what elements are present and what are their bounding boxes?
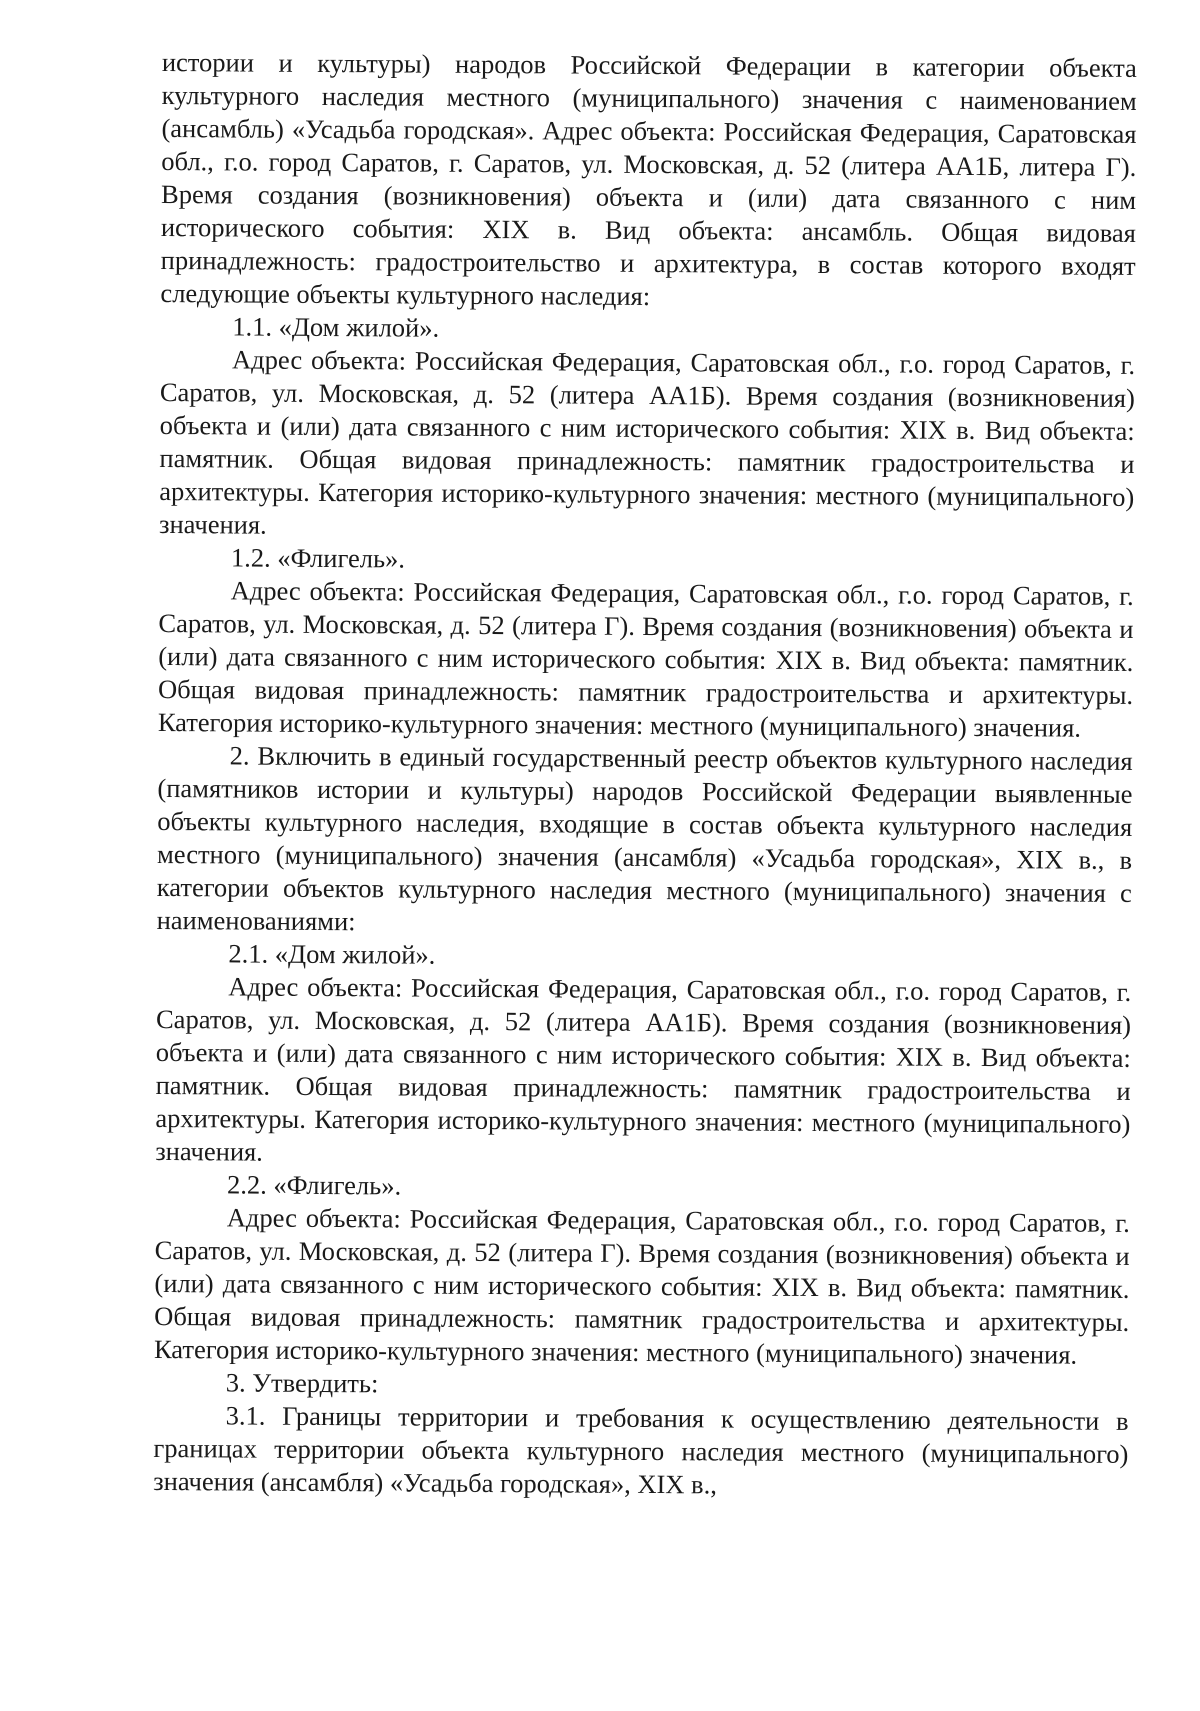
paragraph-clause-3-1: 3.1. Границы территории и требования к осуществлению деятельности в границах территории объекта культурного наследия местного (муниципального) значения (ансамбля) «Усадьба городская», XIX в., (153, 1400, 1129, 1500)
item-heading-2-2: 2.2. «Флигель». (226, 1169, 402, 1201)
item-heading-3: 3. Утвердить: (225, 1367, 379, 1399)
paragraph-address-1-1: Адрес объекта: Российская Федерация, Саратовская обл., г.о. город Саратов, г. Саратов, ул. Московская, д. 52 (литера АА1Б). Время создания (возникновения) объекта и (или) дата связанного с ним исторического события: XIX в. Вид объекта: памятник. Общая видовая принадлежность: памятник градостроительства и архитектуры. Категория историко-культурного значения: местного (муниципального) значения. (158, 344, 1136, 540)
paragraph-clause-2: 2. Включить в единый государственный реестр объектов культурного наследия (памятников истории и культуры) народов Российской Федерации выявленные объекты культурного наследия, входящие в состав объекта культурного наследия местного (муниципального) значения (ансамбля) «Усадьба городская», XIX в., в категории объектов культурного наследия местного (муниципального) значения с наименованиями: (156, 740, 1133, 937)
item-heading-1-1: 1.1. «Дом жилой». (232, 311, 440, 343)
paragraph-address-2-2: Адрес объекта: Российская Федерация, Саратовская обл., г.о. город Саратов, г. Саратов, ул. Московская, д. 52 (литера Г). Время создания (возникновения) объекта и (или) дата связанного с ним исторического события: XIX в. Вид объекта: памятник. Общая видовая принадлежность: памятник градостроительства и архитектуры. Категория историко-культурного значения: местного (муниципального) значения. (153, 1202, 1130, 1370)
paragraph-address-1-2: Адрес объекта: Российская Федерация, Саратовская обл., г.о. город Саратов, г. Саратов, ул. Московская, д. 52 (литера Г). Время создания (возникновения) объекта и (или) дата связанного с ним исторического события: XIX в. Вид объекта: памятник. Общая видовая принадлежность: памятник градостроительства и архитектуры. Категория историко-культурного значения: местного (муниципального) значения. (157, 575, 1134, 743)
item-heading-1-2: 1.2. «Флигель». (230, 542, 406, 574)
document-page (153, 46, 1137, 1504)
item-heading-2-1: 2.1. «Дом жилой». (228, 938, 436, 970)
paragraph-address-2-1: Адрес объекта: Российская Федерация, Саратовская обл., г.о. город Саратов, г. Саратов, ул. Московская, д. 52 (литера АА1Б). Время создания (возникновения) объекта и (или) дата связанного с ним исторического события: XIX в. Вид объекта: памятник. Общая видовая принадлежность: памятник градостроительства и архитектуры. Категория историко-культурного значения: местного (муниципального) значения. (155, 971, 1132, 1167)
paragraph-intro: истории и культуры) народов Российской Федерации в категории объекта культурного наследия местного (муниципального) значения с наименованием (ансамбль) «Усадьба городская». Адрес объекта: Российская Федерация, Саратовская обл., г.о. город Саратов, г. Саратов, ул. Московская, д. 52 (литера АА1Б, литера Г). Время создания (возникновения) объекта и (или) дата связанного с ним исторического события: XIX в. Вид объекта: ансамбль. Общая видовая принадлежность: градостроительство и архитектура, в состав которого входят следующие объекты культурного наследия: (160, 46, 1137, 311)
